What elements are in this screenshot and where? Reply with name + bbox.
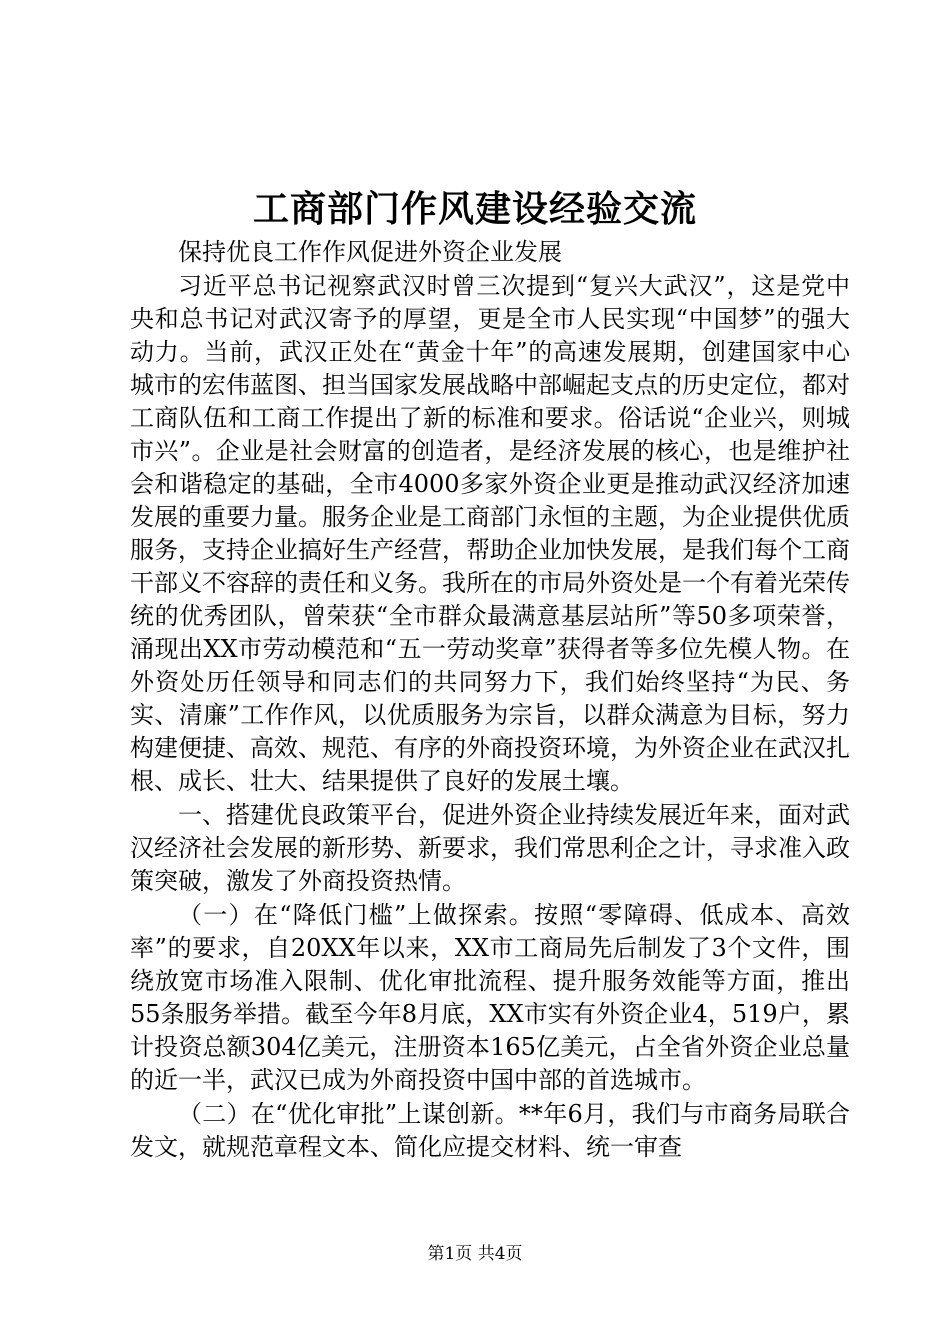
body-paragraph-intro: 习近平总书记视察武汉时曾三次提到“复兴大武汉”，这是党中央和总书记对武汉寄予的厚望，更是全市人民实现“中国梦”的强大动力。当前，武汉正处在“黄金十年”的高速发展期，创建国家中心城市的宏伟蓝图、担当国家发展战略中部崛起支点的历史定位，都对工商队伍和工商工作提出了新的标准和要求。俗话说“企业兴，则城市兴”。企业是社会财富的创造者，是经济发展的核心，也是维护社会和谐稳定的基础，全市4000多家外资企业更是推动武汉经济加速发展的重要力量。服务企业是工商部门永恒的主题，为企业提供优质服务，支持企业搞好生产经营，帮助企业加快发展，是我们每个工商干部义不容辞的责任和义务。我所在的市局外资处是一个有着光荣传统的优秀团队，曾荣获“全市群众最满意基层站所”等50多项荣誉，涌现出XX市劳动模范和“五一劳动奖章”获得者等多位先模人物。在外资处历任领导和同志们的共同努力下，我们始终坚持“为民、务实、清廉”工作作风，以优质服务为宗旨，以群众满意为目标，努力构建便捷、高效、规范、有序的外商投资环境，为外资企业在武汉扎根、成长、壮大、结果提供了良好的发展土壤。: [130, 272, 850, 795]
document-body: [130, 236, 850, 1164]
document-title: 工商部门作风建设经验交流: [252, 188, 697, 230]
page-footer: 第1页 共4页: [427, 1244, 523, 1264]
body-paragraph-section-1: 一、搭建优良政策平台，促进外资企业持续发展近年来，面对武汉经济社会发展的新形势、新要求，我们常思利企之计，寻求准入政策突破，激发了外商投资热情。: [130, 801, 850, 895]
subtitle-paragraph: 保持优良工作作风促进外资企业发展: [178, 238, 562, 266]
body-paragraph-item-2: （二）在“优化审批”上谋创新。**年6月，我们与市商务局联合发文，就规范章程文本、简化应提交材料、统一审查: [130, 1100, 850, 1161]
body-paragraph-item-1: （一）在“降低门槛”上做探索。按照“零障碍、低成本、高效率”的要求，自20XX年以来，XX市工商局先后制发了3个文件，围绕放宽市场准入限制、优化审批流程、提升服务效能等方面，推出55条服务举措。截至今年8月底，XX市实有外资企业4，519户，累计投资总额304亿美元，注册资本165亿美元，占全省外资企业总量的近一半，武汉已成为外商投资中国中部的首选城市。: [130, 901, 850, 1094]
